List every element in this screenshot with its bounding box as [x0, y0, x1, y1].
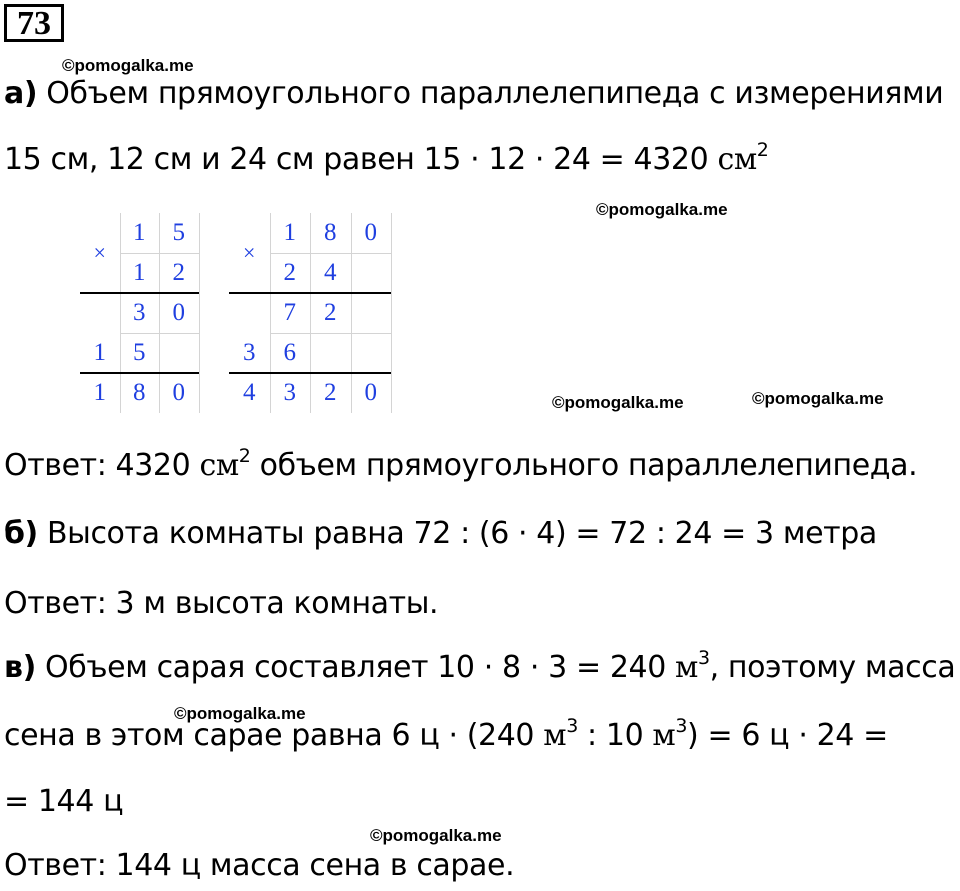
- watermark: ©pomogalka.me: [62, 56, 194, 75]
- part-v-line-1: [4, 647, 956, 685]
- part-v-line-3: = 144 ц: [4, 784, 124, 819]
- part-a-line-1: [4, 76, 943, 111]
- unit-m: м: [543, 718, 567, 753]
- unit-cm: см: [717, 142, 757, 177]
- watermark: ©pomogalka.me: [752, 389, 884, 408]
- digit-cell: 7: [283, 299, 296, 326]
- multiply-sign: ×: [93, 240, 106, 265]
- part-v-line-2: [4, 715, 888, 753]
- digit-cell: 2: [324, 299, 337, 326]
- exponent: 3: [566, 715, 578, 737]
- exponent: 3: [697, 647, 710, 669]
- digit-cell: 5: [172, 219, 185, 246]
- digit-cell: 1: [133, 259, 146, 286]
- digit-cell: 2: [324, 379, 337, 406]
- digit-cell: 1: [93, 379, 106, 406]
- digit-cell: 4: [324, 259, 337, 286]
- part-a-label: а): [4, 76, 38, 111]
- digit-cell: 1: [283, 219, 296, 246]
- multiplication-grid-180x24: [229, 213, 392, 413]
- watermark: ©pomogalka.me: [596, 200, 728, 219]
- digit-cell: 3: [243, 339, 256, 366]
- part-v-text-2a: сена в этом сарае равна 6 ц · (240: [4, 718, 544, 753]
- exponent: 2: [238, 445, 251, 467]
- watermark: ©pomogalka.me: [552, 393, 684, 412]
- digit-cell: 0: [172, 379, 185, 406]
- unit-cm: см: [199, 448, 239, 483]
- part-v-text-2b: : 10: [577, 718, 653, 753]
- part-a-text-1: Объем прямоугольного параллелепипеда с измерениями: [46, 76, 944, 111]
- digit-cell: 8: [133, 379, 146, 406]
- digit-cell: 2: [283, 259, 296, 286]
- part-a-answer: [4, 445, 918, 483]
- unit-m: м: [652, 718, 676, 753]
- digit-cell: 5: [133, 339, 146, 366]
- grid-line: [199, 213, 200, 413]
- digit-cell: 2: [172, 259, 185, 286]
- unit-m: м: [675, 650, 698, 685]
- exponent: 2: [756, 139, 769, 161]
- part-v-text-1: Объем сарая составляет 10 · 8 · 3 = 240: [45, 650, 676, 685]
- part-b-text: Высота комнаты равна 72 : (6 · 4) = 72 : 24 = 3 метра: [47, 516, 877, 551]
- digit-cell: 0: [364, 219, 377, 246]
- multiplication-grid-15x12: [80, 213, 199, 413]
- part-b-answer: Ответ: 3 м высота комнаты.: [4, 586, 439, 621]
- watermark: ©pomogalka.me: [370, 826, 502, 845]
- part-v-text-2c: ) = 6 ц · 24 =: [687, 718, 888, 753]
- part-b-label: б): [4, 516, 38, 551]
- digit-cell: 1: [133, 219, 146, 246]
- digit-cell: 1: [93, 339, 106, 366]
- task-number: 73: [4, 4, 64, 42]
- part-a-answer-suffix: объем прямоугольного параллелепипеда.: [250, 448, 918, 483]
- digit-cell: 4: [243, 379, 256, 406]
- part-a-line-2: [4, 139, 769, 177]
- part-b-line-1: [4, 516, 877, 551]
- grid-line: [391, 213, 392, 413]
- part-v-text-1-suffix: , поэтому масса: [709, 650, 956, 685]
- digit-cell: 8: [324, 219, 337, 246]
- part-a-answer-prefix: Ответ: 4320: [4, 448, 200, 483]
- digit-cell: 3: [133, 299, 146, 326]
- watermark: ©pomogalka.me: [174, 704, 306, 723]
- digit-cell: 0: [172, 299, 185, 326]
- digit-cell: 6: [283, 339, 296, 366]
- digit-cell: 3: [283, 379, 296, 406]
- part-v-label: в): [4, 650, 36, 685]
- exponent: 3: [675, 715, 688, 737]
- part-a-text-2: 15 см, 12 см и 24 см равен 15 · 12 · 24 = 4320: [4, 142, 718, 177]
- part-v-answer: Ответ: 144 ц масса сена в сарае.: [4, 848, 515, 883]
- digit-cell: 0: [364, 379, 377, 406]
- multiply-sign: ×: [243, 240, 256, 265]
